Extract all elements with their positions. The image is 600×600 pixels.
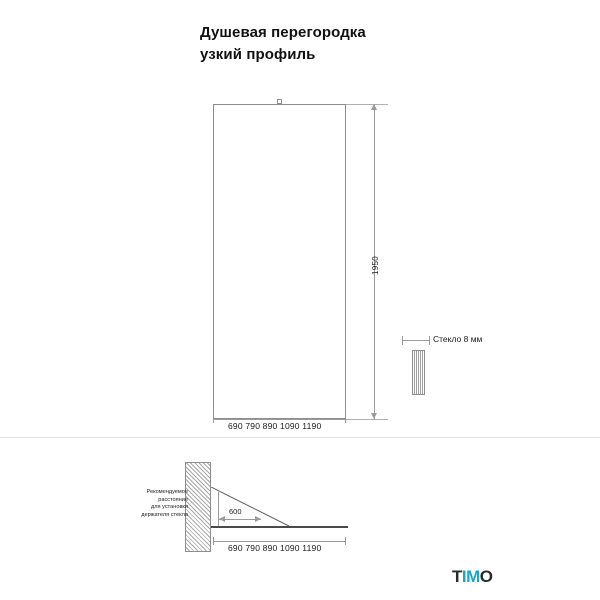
timo-logo (452, 566, 518, 588)
height-extension-line-top (346, 104, 388, 105)
section-divider (0, 437, 600, 438)
plan-width-tick-left (213, 537, 214, 545)
page-title (200, 22, 530, 66)
plan-width-dimension-line (213, 541, 346, 542)
bracket-distance-arrow-right (255, 516, 261, 522)
wall-hatch (185, 462, 211, 552)
logo-wordmark (452, 566, 518, 588)
installation-note (128, 489, 188, 519)
glass-thickness-leader (402, 340, 430, 341)
glass-thickness-label: Стекло 8 мм (433, 334, 483, 344)
height-arrow-top (371, 104, 377, 110)
installation-note-line-4: держателя стекла (141, 511, 188, 518)
height-arrow-bottom (371, 413, 377, 419)
bracket-distance-arrow-left (219, 516, 225, 522)
plan-width-tick-right (345, 537, 346, 545)
glass-thickness-tick-left (402, 336, 403, 345)
width-dimension-line (213, 419, 346, 420)
logo-part-1: T (452, 567, 462, 586)
page-title-line-2: узкий профиль (200, 46, 316, 63)
glass-thickness-tick-right (429, 336, 430, 345)
logo-part-3: O (479, 567, 493, 586)
installation-note-line-2: расстояние (158, 496, 188, 503)
page-title-line-1: Душевая перегородка (200, 24, 366, 41)
width-tick-left (213, 415, 214, 423)
width-tick-right (345, 415, 346, 423)
elevation-widths-label: 690 790 890 1090 1190 (228, 421, 322, 431)
height-extension-line-bottom (346, 419, 388, 420)
glass-section-swatch (412, 350, 425, 395)
plan-widths-label: 690 790 890 1090 1190 (228, 543, 322, 553)
installation-note-line-3: для установки (151, 504, 188, 510)
height-dimension-label: 1950 (371, 256, 380, 275)
shower-panel-elevation (213, 104, 346, 419)
installation-note-line-1: Рекомендуемое (146, 489, 188, 495)
logo-part-2: IM (461, 567, 480, 586)
bracket-distance-label: 600 (229, 507, 242, 516)
